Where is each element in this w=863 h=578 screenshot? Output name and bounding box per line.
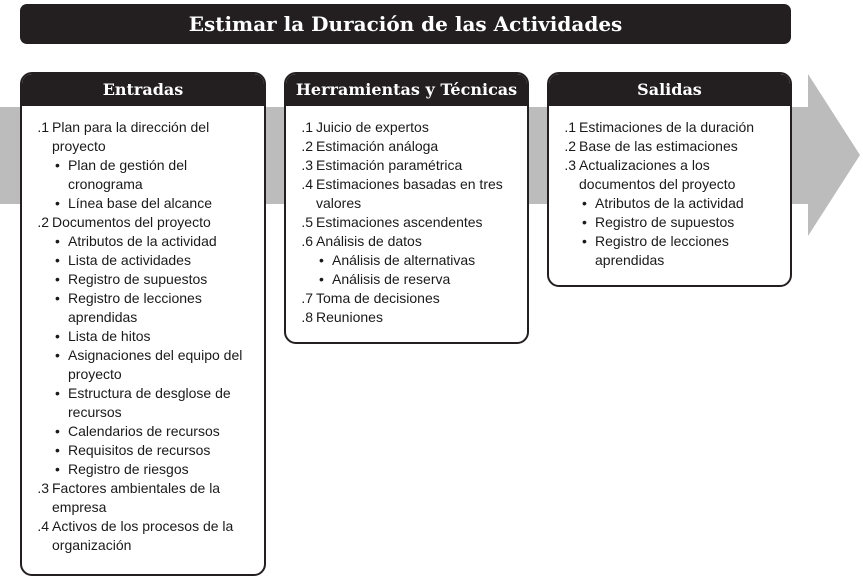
sub-item: [22, 251, 256, 270]
sub-item: [549, 194, 782, 213]
outputs-list: [549, 106, 790, 270]
item-text: Reuniones: [316, 309, 383, 325]
item-text: Estimaciones basadas en tres valores: [316, 176, 503, 211]
list-item: [22, 479, 256, 517]
list-item: [549, 118, 782, 137]
bullet-icon: •: [55, 252, 60, 268]
list-item: [286, 289, 519, 308]
sub-item: [22, 384, 256, 422]
item-number: .1: [37, 119, 49, 135]
sub-item: [22, 441, 256, 460]
bullet-icon: •: [55, 271, 60, 287]
item-number: .3: [301, 157, 313, 173]
bullet-icon: •: [319, 271, 324, 287]
bullet-icon: •: [55, 423, 60, 439]
item-text: Actualizaciones a los documentos del proyecto: [579, 157, 736, 192]
sub-item-text: Registro de supuestos: [68, 271, 208, 287]
tools-header: Herramientas y Técnicas: [286, 74, 527, 106]
item-text: Análisis de datos: [316, 233, 422, 249]
bullet-icon: •: [55, 328, 60, 344]
list-item: [549, 137, 782, 156]
bullet-icon: •: [582, 233, 587, 249]
item-text: Estimaciones de la duración: [579, 119, 755, 135]
sub-item: [286, 251, 519, 270]
sub-item: [22, 346, 256, 384]
item-text: Estimaciones ascendentes: [316, 214, 483, 230]
item-number: .3: [564, 157, 576, 173]
item-text: Estimación paramétrica: [316, 157, 463, 173]
list-item: [286, 137, 519, 156]
item-number: .8: [301, 309, 313, 325]
inputs-header: Entradas: [22, 74, 264, 106]
sub-item-text: Registro de riesgos: [68, 461, 189, 477]
tools-box: [284, 72, 529, 344]
list-item: [286, 175, 519, 213]
sub-item: [22, 194, 256, 213]
sub-item: [286, 270, 519, 289]
item-number: .1: [301, 119, 313, 135]
item-number: .2: [564, 138, 576, 154]
item-text: Juicio de expertos: [316, 119, 429, 135]
sub-item: [549, 213, 782, 232]
sub-item: [22, 232, 256, 251]
item-text: Estimación análoga: [316, 138, 439, 154]
sub-item: [22, 289, 256, 327]
sub-item-text: Línea base del alcance: [68, 195, 212, 211]
sub-item-text: Análisis de reserva: [332, 271, 451, 287]
item-text: Plan para la dirección del proyecto: [52, 119, 210, 154]
item-number: .1: [564, 119, 576, 135]
item-number: .4: [301, 176, 313, 192]
bullet-icon: •: [55, 290, 60, 306]
sub-item-text: Atributos de la actividad: [595, 195, 744, 211]
item-number: .3: [37, 480, 49, 496]
list-item: [286, 118, 519, 137]
list-item: [22, 213, 256, 232]
outputs-box: [547, 72, 792, 287]
bullet-icon: •: [55, 195, 60, 211]
sub-item: [22, 327, 256, 346]
sub-item-text: Atributos de la actividad: [68, 233, 217, 249]
list-item: [286, 156, 519, 175]
item-number: .2: [37, 214, 49, 230]
sub-item-text: Asignaciones del equipo del proyecto: [68, 347, 243, 382]
list-item: [549, 156, 782, 194]
inputs-list: [22, 106, 264, 555]
page-title: Estimar la Duración de las Actividades: [20, 4, 791, 44]
bullet-icon: •: [55, 385, 60, 401]
list-item: [22, 517, 256, 555]
list-item: [286, 308, 519, 327]
list-item: [286, 213, 519, 232]
item-text: Documentos del proyecto: [52, 214, 211, 230]
item-number: .2: [301, 138, 313, 154]
sub-item-text: Plan de gestión del cronograma: [68, 157, 188, 192]
bullet-icon: •: [55, 347, 60, 363]
bullet-icon: •: [582, 214, 587, 230]
sub-item: [22, 270, 256, 289]
item-text: Toma de decisiones: [316, 290, 440, 306]
outputs-header: Salidas: [549, 74, 790, 106]
bullet-icon: •: [55, 157, 60, 173]
list-item: [286, 232, 519, 251]
item-number: .5: [301, 214, 313, 230]
bullet-icon: •: [55, 442, 60, 458]
sub-item-text: Estructura de desglose de recursos: [68, 385, 231, 420]
sub-item-text: Lista de hitos: [68, 328, 151, 344]
item-number: .4: [37, 518, 49, 534]
sub-item-text: Registro de supuestos: [595, 214, 735, 230]
list-item: [22, 118, 256, 156]
item-text: Activos de los procesos de la organización: [52, 518, 234, 553]
sub-item-text: Requisitos de recursos: [68, 442, 211, 458]
sub-item: [22, 422, 256, 441]
item-number: .6: [301, 233, 313, 249]
sub-item-text: Calendarios de recursos: [68, 423, 220, 439]
item-text: Base de las estimaciones: [579, 138, 738, 154]
sub-item-text: Lista de actividades: [68, 252, 191, 268]
bullet-icon: •: [55, 461, 60, 477]
bullet-icon: •: [582, 195, 587, 211]
sub-item: [549, 232, 782, 270]
sub-item-text: Análisis de alternativas: [332, 252, 476, 268]
sub-item-text: Registro de lecciones aprendidas: [595, 233, 729, 268]
inputs-box: [20, 72, 266, 576]
sub-item-text: Registro de lecciones aprendidas: [68, 290, 202, 325]
bullet-icon: •: [319, 252, 324, 268]
bullet-icon: •: [55, 233, 60, 249]
item-text: Factores ambientales de la empresa: [52, 480, 221, 515]
item-number: .7: [301, 290, 313, 306]
tools-list: [286, 106, 527, 327]
sub-item: [22, 156, 256, 194]
sub-item: [22, 460, 256, 479]
